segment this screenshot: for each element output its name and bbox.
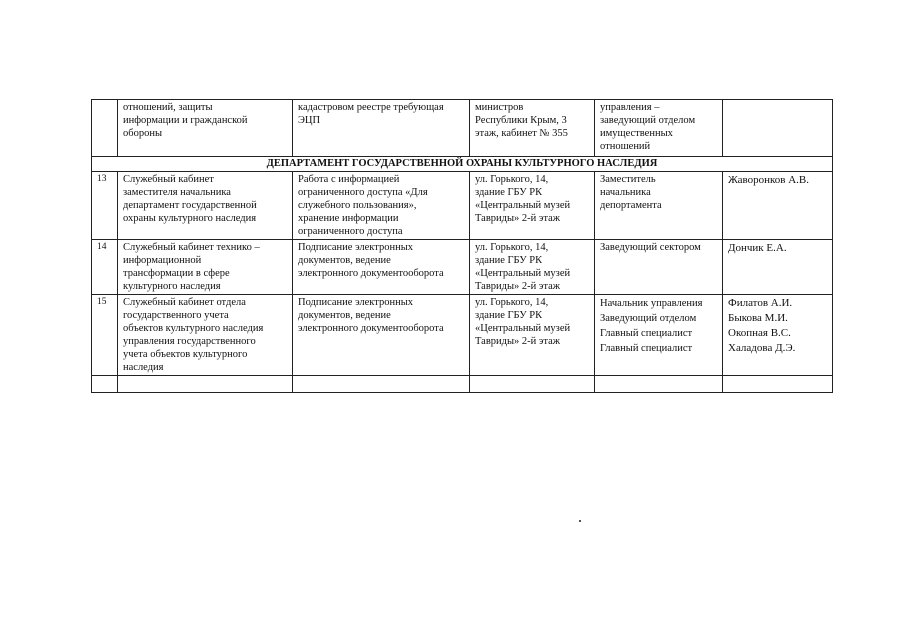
- row-number-cell: 15: [92, 295, 118, 376]
- empty-cell: [723, 376, 833, 393]
- empty-cell: [293, 376, 470, 393]
- section-heading-row: [92, 157, 833, 172]
- table-row: [92, 295, 833, 376]
- row-number-cell: 13: [92, 172, 118, 240]
- purpose-cell: Работа с информацией ограниченного доступа «Для служебного пользования», хранение информации ограниченного доступа: [293, 172, 470, 240]
- stray-mark: [579, 520, 581, 522]
- row-number-cell: [92, 100, 118, 157]
- empty-cell: [595, 376, 723, 393]
- table-row: [92, 240, 833, 295]
- address-cell: ул. Горького, 14, здание ГБУ РК «Центральный музей Тавриды» 2-й этаж: [470, 172, 595, 240]
- room-cell: Служебный кабинет технико – информационной трансформации в сфере культурного наследия: [118, 240, 293, 295]
- purpose-cell: Подписание электронных документов, ведение электронного документооборота: [293, 240, 470, 295]
- purpose-cell: кадастровом реестре требующая ЭЦП: [293, 100, 470, 157]
- person-cell: Дончик Е.А.: [723, 240, 833, 295]
- address-cell: министров Республики Крым, 3 этаж, кабинет № 355: [470, 100, 595, 157]
- premises-table: [91, 99, 833, 393]
- table-row: [92, 172, 833, 240]
- row-number-cell: 14: [92, 240, 118, 295]
- empty-cell: [470, 376, 595, 393]
- purpose-cell: Подписание электронных документов, ведение электронного документооборота: [293, 295, 470, 376]
- address-cell: ул. Горького, 14, здание ГБУ РК «Центральный музей Тавриды» 2-й этаж: [470, 295, 595, 376]
- room-cell: отношений, защиты информации и гражданской обороны: [118, 100, 293, 157]
- person-cell: [723, 100, 833, 157]
- table-row: [92, 100, 833, 157]
- person-cell: Жаворонков А.В.: [723, 172, 833, 240]
- position-cell: управления – заведующий отделом имущественных отношений: [595, 100, 723, 157]
- section-title: ДЕПАРТАМЕНТ ГОСУДАРСТВЕННОЙ ОХРАНЫ КУЛЬТУРНОГО НАСЛЕДИЯ: [92, 157, 833, 172]
- empty-cell: [92, 376, 118, 393]
- position-cell: Заведующий сектором: [595, 240, 723, 295]
- person-cell: Филатов А.И. Быкова М.И. Окопная В.С. Халадова Д.Э.: [723, 295, 833, 376]
- position-cell: Начальник управления Заведующий отделом Главный специалист Главный специалист: [595, 295, 723, 376]
- position-cell: Заместитель начальника депортамента: [595, 172, 723, 240]
- address-cell: ул. Горького, 14, здание ГБУ РК «Центральный музей Тавриды» 2-й этаж: [470, 240, 595, 295]
- room-cell: Служебный кабинет заместителя начальника департамент государственной охраны культурного наследия: [118, 172, 293, 240]
- empty-table-row: [92, 376, 833, 393]
- room-cell: Служебный кабинет отдела государственного учета объектов культурного наследия управления государственного учета объектов культурного наследия: [118, 295, 293, 376]
- empty-cell: [118, 376, 293, 393]
